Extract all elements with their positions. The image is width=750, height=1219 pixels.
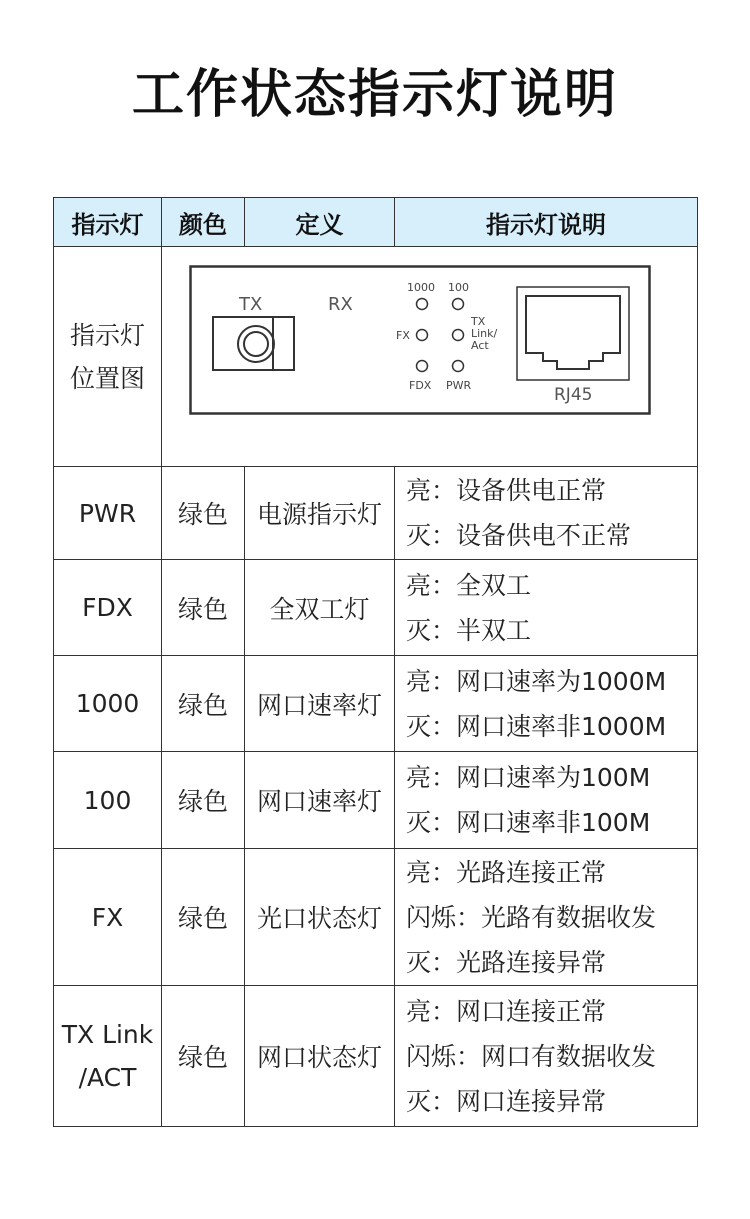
indicator-description-line: 灭：网口连接异常: [406, 1086, 607, 1116]
indicator-definition: 网口速率灯: [245, 752, 395, 849]
indicator-description-line: 闪烁：网口有数据收发: [406, 1041, 657, 1071]
table-row: [54, 467, 698, 560]
indicator-description-cell: [395, 849, 698, 986]
diagram-row: [54, 247, 698, 467]
indicator-description-line: 灭：半双工: [406, 615, 532, 645]
table-header-row: [54, 198, 698, 247]
indicator-description-line: 亮：光路连接正常: [406, 857, 607, 887]
diagram-label-line: 位置图: [69, 363, 145, 393]
table-body: [54, 467, 698, 1127]
diagram-label-cell: [54, 247, 162, 467]
indicator-name-cell: [54, 656, 162, 752]
indicator-description-line: 闪烁：光路有数据收发: [406, 902, 657, 932]
table-row: [54, 849, 698, 986]
indicator-name: 1000: [75, 689, 140, 718]
indicator-description-line: 亮：全双工: [406, 570, 532, 600]
indicator-description-line: 灭：光路连接异常: [406, 947, 607, 977]
indicator-definition: 光口状态灯: [245, 849, 395, 986]
table-row: [54, 986, 698, 1127]
table-row: [54, 560, 698, 656]
indicator-name: FX: [91, 902, 124, 932]
indicator-description-cell: [395, 467, 698, 560]
indicator-name-cell: [54, 560, 162, 656]
led-100-label: 100: [448, 281, 469, 294]
indicator-name: FDX: [82, 593, 133, 622]
led-1000-label: 1000: [407, 281, 435, 294]
indicator-description-line: 亮：网口速率为1000M: [406, 666, 667, 696]
led-txlink-label-2: Link/: [471, 327, 498, 340]
indicator-description-line: 亮：网口速率为100M: [406, 763, 651, 792]
led-txlink-icon: [453, 330, 464, 341]
table-row: [54, 752, 698, 849]
indicator-name-cell: [54, 986, 162, 1127]
indicator-color: 绿色: [162, 752, 245, 849]
indicator-description-line: 灭：设备供电不正常: [406, 521, 632, 550]
indicator-definition: 电源指示灯: [245, 467, 395, 560]
indicator-description-line: 灭：网口速率非1000M: [406, 711, 667, 741]
indicator-definition: 网口速率灯: [245, 656, 395, 752]
diagram-cell: [162, 247, 698, 467]
indicator-name: 100: [83, 785, 132, 815]
led-1000-icon: [417, 299, 428, 310]
indicator-description-cell: [395, 656, 698, 752]
indicator-description-line: 灭：网口速率非100M: [406, 808, 651, 837]
table-row: [54, 656, 698, 752]
indicator-color: 绿色: [162, 467, 245, 560]
indicator-definition: 全双工灯: [245, 560, 395, 656]
indicator-color: 绿色: [162, 849, 245, 986]
tx-port-label: TX: [239, 294, 263, 315]
led-fdx-icon: [417, 361, 428, 372]
page-title: 工作状态指示灯说明: [131, 65, 618, 125]
indicator-name: TX Link: [61, 1020, 154, 1049]
header-definition: 定义: [245, 198, 395, 247]
indicator-color: 绿色: [162, 986, 245, 1127]
header-description: 指示灯说明: [395, 198, 698, 247]
indicator-description-line: 亮：设备供电正常: [406, 476, 607, 505]
device-panel-diagram: [189, 265, 651, 415]
indicator-description-cell: [395, 560, 698, 656]
indicator-color: 绿色: [162, 656, 245, 752]
header-indicator: 指示灯: [54, 198, 162, 247]
rj45-label: RJ45: [554, 385, 593, 405]
indicator-name-cell: [54, 467, 162, 560]
led-txlink-label-3: Act: [471, 339, 489, 352]
led-pwr-label: PWR: [446, 379, 472, 392]
indicator-description-cell: [395, 986, 698, 1127]
header-color: 颜色: [162, 198, 245, 247]
indicator-table: [53, 197, 698, 1127]
indicator-description-line: 亮：网口连接正常: [406, 996, 607, 1026]
indicator-name: /ACT: [78, 1063, 137, 1092]
indicator-description-cell: [395, 752, 698, 849]
indicator-color: 绿色: [162, 560, 245, 656]
led-fx-label: FX: [396, 329, 410, 342]
led-pwr-icon: [453, 361, 464, 372]
indicator-name-cell: [54, 752, 162, 849]
indicator-name-cell: [54, 849, 162, 986]
rx-port-label: RX: [328, 294, 353, 315]
led-100-icon: [453, 299, 464, 310]
indicator-name: PWR: [78, 498, 137, 528]
indicator-definition: 网口状态灯: [245, 986, 395, 1127]
led-txlink-label-1: TX: [471, 315, 486, 328]
led-fdx-label: FDX: [409, 379, 432, 392]
led-fx-icon: [417, 330, 428, 341]
diagram-label-line: 指示灯: [69, 320, 145, 350]
